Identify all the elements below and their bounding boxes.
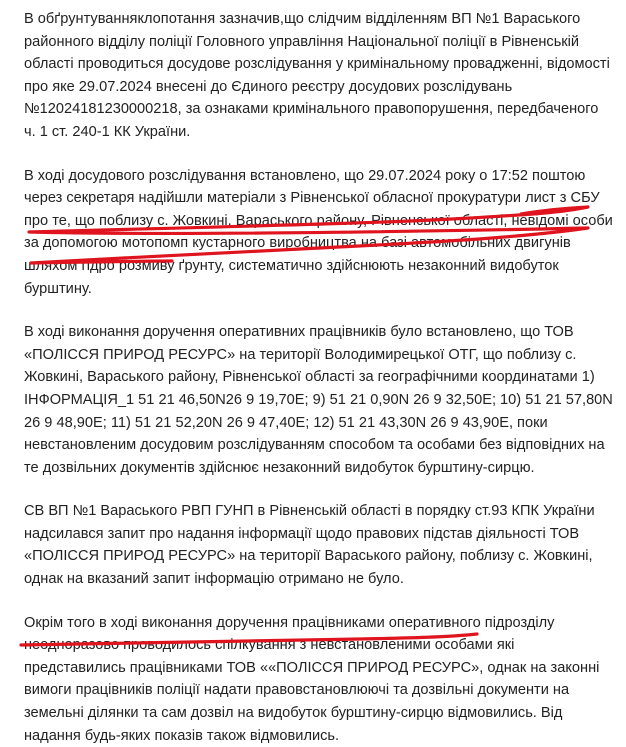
paragraph-petition-grounds: В обґрунтуванняклопотання зазначив,що слідчим відділенням ВП №1 Вараського районного відділу поліції Головного управління Національної поліції в Рівненській області проводиться досудове розслідування у кримінальному провадженні, відомості про яке 29.07.2024 внесені до Єдиного реєстру досудових розслідувань №12024181230000218, за ознаками кримінального правопорушення, передбаченого ч. 1 ст. 240-1 КК України. [24, 11, 610, 140]
underlined-highlight: представились працівниками ТОВ ««ПОЛІССЯ ПРИРОД РЕСУРС» [24, 659, 480, 676]
underlined-highlight: невідомі особи за допомогою мотопомп кустарного виробництва на базі автомобільних двигунів шляхом гідро розмиву ґрунту, систематично здійснюють незаконний видобуток бурштину. [24, 212, 613, 297]
document-body [24, 8, 614, 747]
paragraph-communication [24, 612, 614, 747]
paragraph-text-tail: , однак на законні вимоги працівників поліції надати правовстановлюючі та дозвільні документи на земельні ділянки та сам дозвіл на видобуток бурштину-сирцю відмовились. Від надання будь-яких показів також відмовились. [24, 659, 600, 744]
paragraph-operational-findings: В ході виконання доручення оперативних працівників було встановлено, що ТОВ «ПОЛІССЯ ПРИРОД РЕСУРС» на території Володимирецької ОТГ, що поблизу с. Жовкині, Вараського району, Рівненської області за географічними координатами 1) ІНФОРМАЦІЯ_1 51 21 46,50N26 9 19,70E; 9) 51 21 0,90N 26 9 32,50E; 10) 51 21 57,80N 26 9 48,90E; 11) 51 21 52,20N 26 9 47,40E; 12) 51 21 43,30N 26 9 43,90E, поки невстановленим досудовим розслідуванням способом та особами без відповідних на те дозвільних документів здійснює незаконний видобуток бурштину-сирцю. [24, 324, 613, 476]
paragraph-text: Окрім того в ході виконання доручення працівниками оперативного підрозділу неодноразово проводилось спілкування з невстановленими особами які [24, 614, 555, 654]
paragraph-text: В ході досудового розслідування встановлено, що 29.07.2024 року о 17:52 поштою через секретаря надійшли матеріали з Рівненської обласної прокуратури лист з СБУ про те, що поблизу с. Жовкині, Вараського району, Рівненської області, [24, 167, 600, 229]
paragraph-information-request: СВ ВП №1 Вараського РВП ГУНП в Рівненській області в порядку ст.93 КПК України надсилався запит про надання інформації щодо правових підстав діяльності ТОВ «ПОЛІССЯ ПРИРОД РЕСУРС» на території Вараського району, поблизу с. Жовкині, однак на вказаний запит інформацію отримано не було. [24, 503, 595, 588]
paragraph-investigation-findings [24, 165, 614, 301]
